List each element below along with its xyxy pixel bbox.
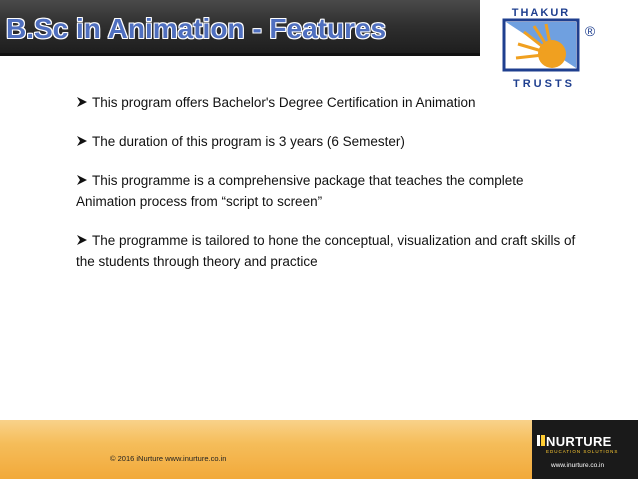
inurture-brand-tagline: EDUCATION SOLUTIONS bbox=[546, 449, 619, 454]
arrow-bullet-icon bbox=[76, 174, 88, 186]
logo-registered-mark: ® bbox=[584, 23, 596, 39]
arrow-bullet-icon bbox=[76, 96, 88, 108]
bullet-item bbox=[76, 131, 576, 152]
inurture-brand-name: NURTURE bbox=[546, 434, 612, 449]
arrow-bullet-icon bbox=[76, 135, 88, 147]
footer-copyright: © 2016 iNurture www.inurture.co.in bbox=[110, 454, 227, 463]
logo-bottom-text: TRUSTS bbox=[513, 78, 575, 90]
bullet-text: This program offers Bachelor's Degree Certification in Animation bbox=[92, 95, 476, 110]
logo-top-text: THAKUR bbox=[511, 7, 571, 19]
footer-bar bbox=[0, 420, 638, 479]
slide-content bbox=[76, 92, 576, 290]
bullet-item bbox=[76, 230, 576, 272]
bullet-text: The programme is tailored to hone the conceptual, visualization and craft skills of the students through theory and practice bbox=[76, 233, 576, 269]
bullet-item bbox=[76, 170, 576, 212]
bullet-text: The duration of this program is 3 years (6 Semester) bbox=[92, 134, 405, 149]
thakur-trusts-logo bbox=[494, 2, 604, 92]
footer-orange-band bbox=[0, 420, 532, 479]
inurture-logo-icon bbox=[537, 435, 545, 446]
slide-title: B.Sc in Animation - Features bbox=[6, 13, 387, 44]
inurture-brand-panel bbox=[532, 420, 638, 479]
bullet-text: This programme is a comprehensive package that teaches the complete Animation process from “script to screen” bbox=[76, 173, 524, 209]
bullet-item bbox=[76, 92, 576, 113]
title-band bbox=[0, 0, 480, 56]
inurture-brand-url: www.inurture.co.in bbox=[551, 462, 605, 469]
arrow-bullet-icon bbox=[76, 234, 88, 246]
